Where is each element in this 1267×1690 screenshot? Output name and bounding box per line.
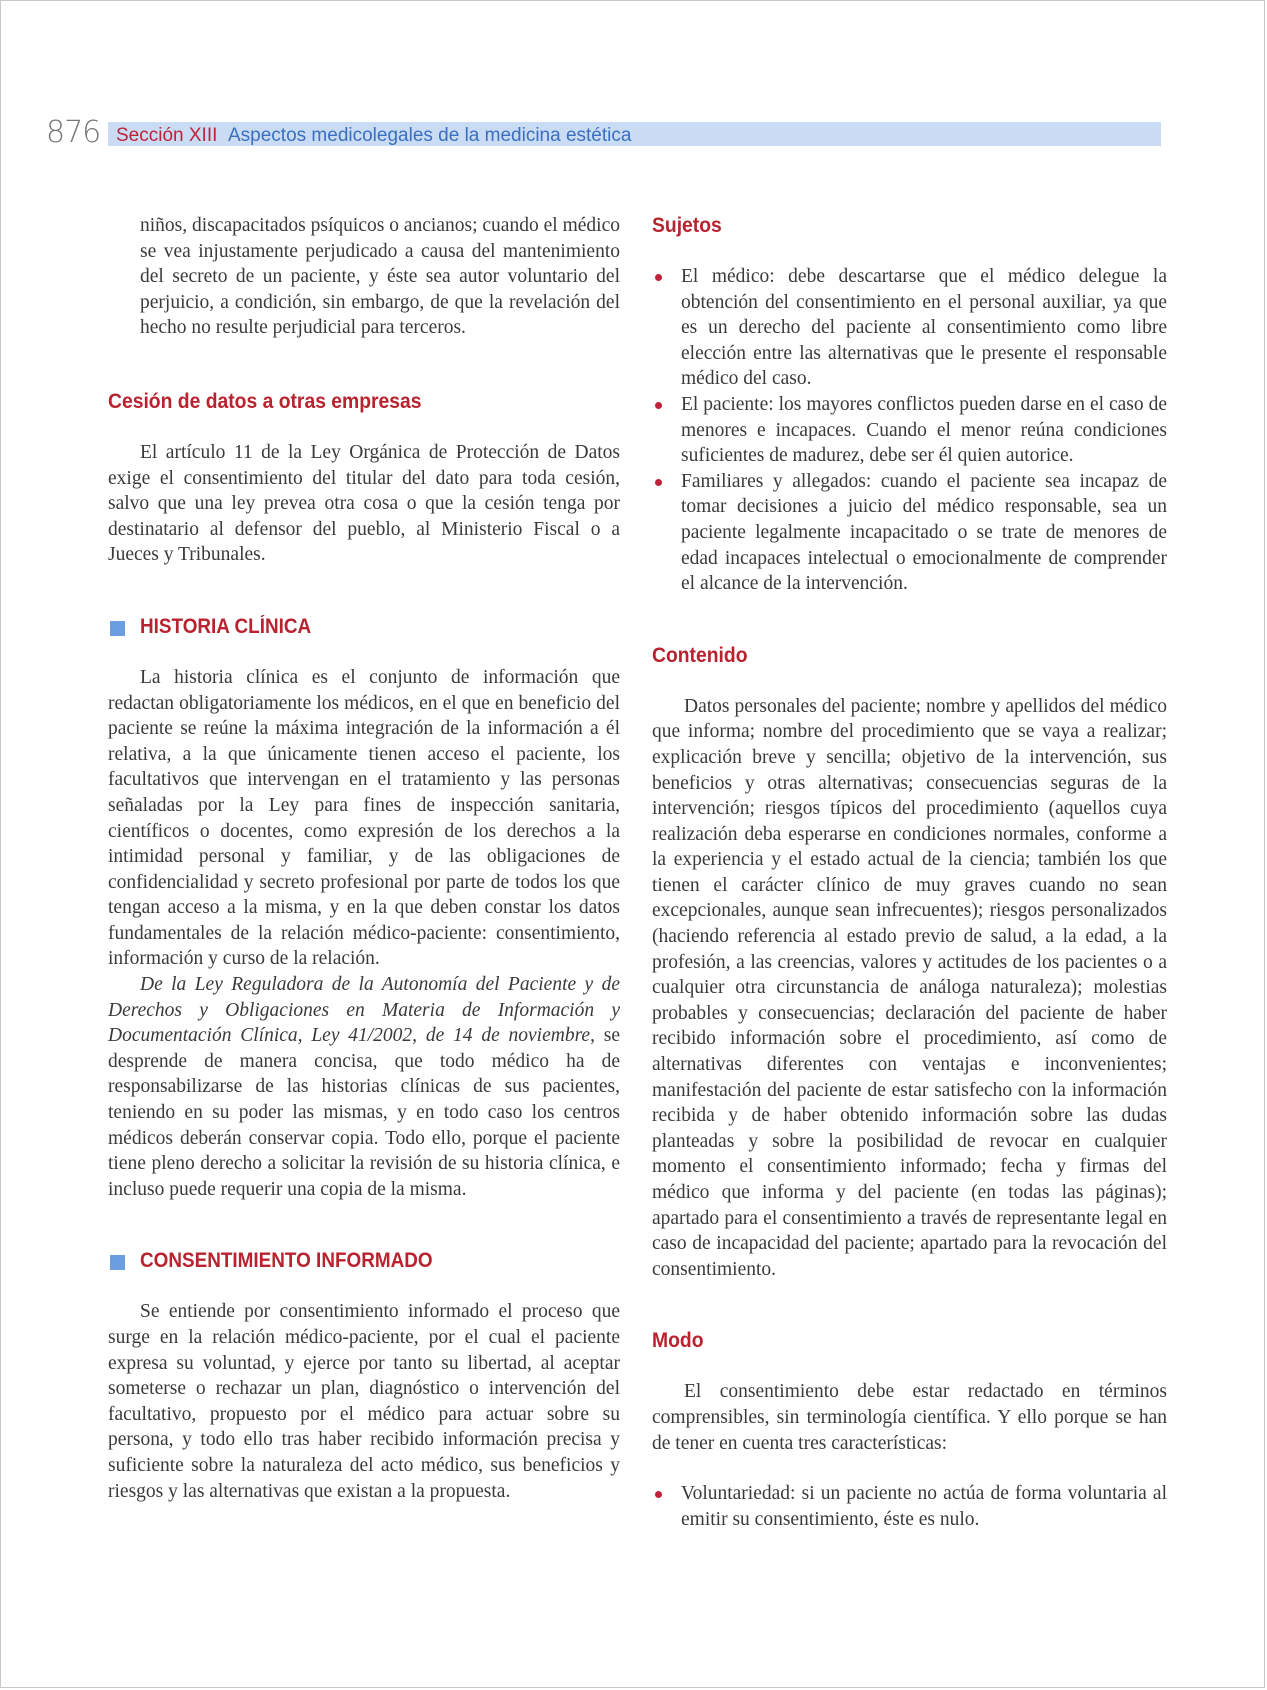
paragraph-contenido: Datos personales del paciente; nombre y apellidos del médico que informa; nombre del procedimiento que se vaya a realizar; explicación breve y sencilla; objetivo de la intervención, sus beneficios y otras alternativas; consecuencias seguras de la intervención; riesgos típicos del procedimiento (aquellos cuya realización deba esperarse en condiciones normales, conforme a la experiencia y el estado actual de la ciencia; también los que tienen el carácter clínico de muy graves cuando no sean excepcionales, aunque sean infrecuentes); riesgos personalizados (haciendo referencia al estado previo de salud, a la edad, a la profesión, a las creencias, valores y actitudes de los pacientes o a cualquier otra circunstancia de análoga naturaleza); molestias probables y consecuencias; declaración del paciente de haber recibido información sobre el procedimiento, así como de alternativas diferentes con ventajas e inconvenientes; manifestación del paciente de estar satisfecho con la información recibida y de haber obtenido información sobre las dudas planteadas y sobre la posibilidad de revocar en cualquier momento el consentimiento informado; fecha y firmas del médico que informa y del paciente (en todas las páginas); apartado para el consentimiento a través de representante legal en caso de incapacidad del paciente; apartado para la revocación del consentimiento.	[652, 695, 1167, 1280]
heading-historia-clinica	[108, 614, 620, 640]
heading-consentimiento-informado	[108, 1248, 620, 1274]
page-number: 876	[46, 115, 101, 150]
heading-consentimiento-label: CONSENTIMIENTO INFORMADO	[140, 1249, 433, 1273]
bullet-icon	[655, 1491, 662, 1498]
sujetos-list	[652, 264, 1167, 597]
paragraph-modo: El consentimiento debe estar redactado en términos comprensibles, sin terminología científica. Y ello porque se han de tener en cuenta tres características:	[652, 1381, 1167, 1454]
paragraph-historia-1: La historia clínica es el conjunto de información que redactan obligatoriamente los médicos, en el que en beneficio del paciente se reúne la máxima integración de la información a él relativa, a la que únicamente tienen acceso el paciente, los facultativos que intervengan en el tratamiento y las personas señaladas por la Ley para fines de inspección sanitaria, científicos o docentes, como expresión de los derechos a la intimidad personal y familiar, y de las obligaciones de confidencialidad y secreto profesional por parte de todos los que tengan acceso a la misma, y en la que deben constar los datos fundamentales de la relación médico-paciente: consentimiento, información y curso de la relación.	[108, 666, 620, 970]
left-column	[108, 213, 620, 1504]
modo-list	[652, 1481, 1167, 1532]
header-section-title: Aspectos medicolegales de la medicina estética	[228, 125, 632, 146]
list-item	[652, 264, 1167, 392]
law-citation: De la Ley Reguladora de la Autonomía del Paciente y de Derechos y Obligaciones en Materia de Información y Documentación Clínica, Ley 41/2002, de 14 de noviembre	[108, 974, 620, 1047]
list-item-text: Familiares y allegados: cuando el paciente sea incapaz de tomar decisiones a juicio del médico responsable, sea un paciente legalmente incapacitado o se trate de menores de edad incapaces intelectual o emocionalmente de comprender el alcance de la intervención.	[681, 470, 1167, 595]
square-bullet-icon	[110, 621, 125, 636]
heading-cesion-datos: Cesión de datos a otras empresas	[108, 389, 422, 413]
header-bar	[108, 122, 1161, 146]
paragraph-cesion-datos: El artículo 11 de la Ley Orgánica de Protección de Datos exige el consentimiento del titular del dato para toda cesión, salvo que una ley prevea otra cosa o que la cesión tenga por destinatario al defensor del pueblo, al Ministerio Fiscal o a Jueces y Tribunales.	[108, 441, 620, 566]
bullet-icon	[655, 402, 662, 409]
heading-historia-clinica-label: HISTORIA CLÍNICA	[140, 614, 312, 638]
intro-paragraph: niños, discapacitados psíquicos o ancianos; cuando el médico se vea injustamente perjudicado a causa del mantenimiento del secreto de un paciente, y éste sea autor voluntario del perjuicio, a condición, sin embargo, de que la revelación del hecho no resulte perjudicial para terceros.	[140, 215, 620, 339]
square-bullet-icon	[110, 1255, 125, 1270]
list-item	[652, 1481, 1167, 1532]
heading-sujetos: Sujetos	[652, 214, 722, 237]
list-item-text: El paciente: los mayores conflictos pueden darse en el caso de menores e incapaces. Cuando el menor reúna condiciones suficientes de madurez, debe ser él quien autorice.	[681, 393, 1167, 467]
heading-contenido: Contenido	[652, 643, 748, 667]
paragraph-historia-2-rest: , se desprende de manera concisa, que todo médico ha de responsabilizarse de las historias clínicas de sus pacientes, teniendo en su poder las mismas, y en todo caso los centros médicos deberán conservar copia. Todo ello, porque el paciente tiene pleno derecho a solicitar la revisión de su historia clínica, e incluso puede requerir una copia de la misma.	[108, 1025, 620, 1200]
header-section-label: Sección XIII	[116, 125, 218, 146]
running-header	[1, 116, 1267, 150]
paragraph-historia-2	[108, 972, 620, 1202]
heading-modo: Modo	[652, 1329, 704, 1353]
right-column	[652, 213, 1167, 1532]
list-item	[652, 392, 1167, 469]
list-item	[652, 469, 1167, 597]
bullet-icon	[655, 479, 662, 486]
bullet-icon	[655, 274, 662, 281]
list-item-text: El médico: debe descartarse que el médico delegue la obtención del consentimiento en el personal auxiliar, ya que es un derecho del paciente al consentimiento como libre elección entre las alternativas que le presente el responsable médico del caso.	[681, 266, 1167, 390]
paragraph-consentimiento: Se entiende por consentimiento informado el proceso que surge en la relación médico-paciente, por el cual el paciente expresa su voluntad, y ejerce por tanto su libertad, al aceptar someterse o rechazar un plan, diagnóstico o intervención del facultativo, propuesto por el médico para actuar sobre su persona, y todo ello tras haber recibido información precisa y suficiente sobre la naturaleza del acto médico, sus beneficios y riesgos y las alternativas que existan a la propuesta.	[108, 1301, 620, 1502]
list-item-text: Voluntariedad: si un paciente no actúa de forma voluntaria al emitir su consentimiento, éste es nulo.	[681, 1483, 1167, 1530]
